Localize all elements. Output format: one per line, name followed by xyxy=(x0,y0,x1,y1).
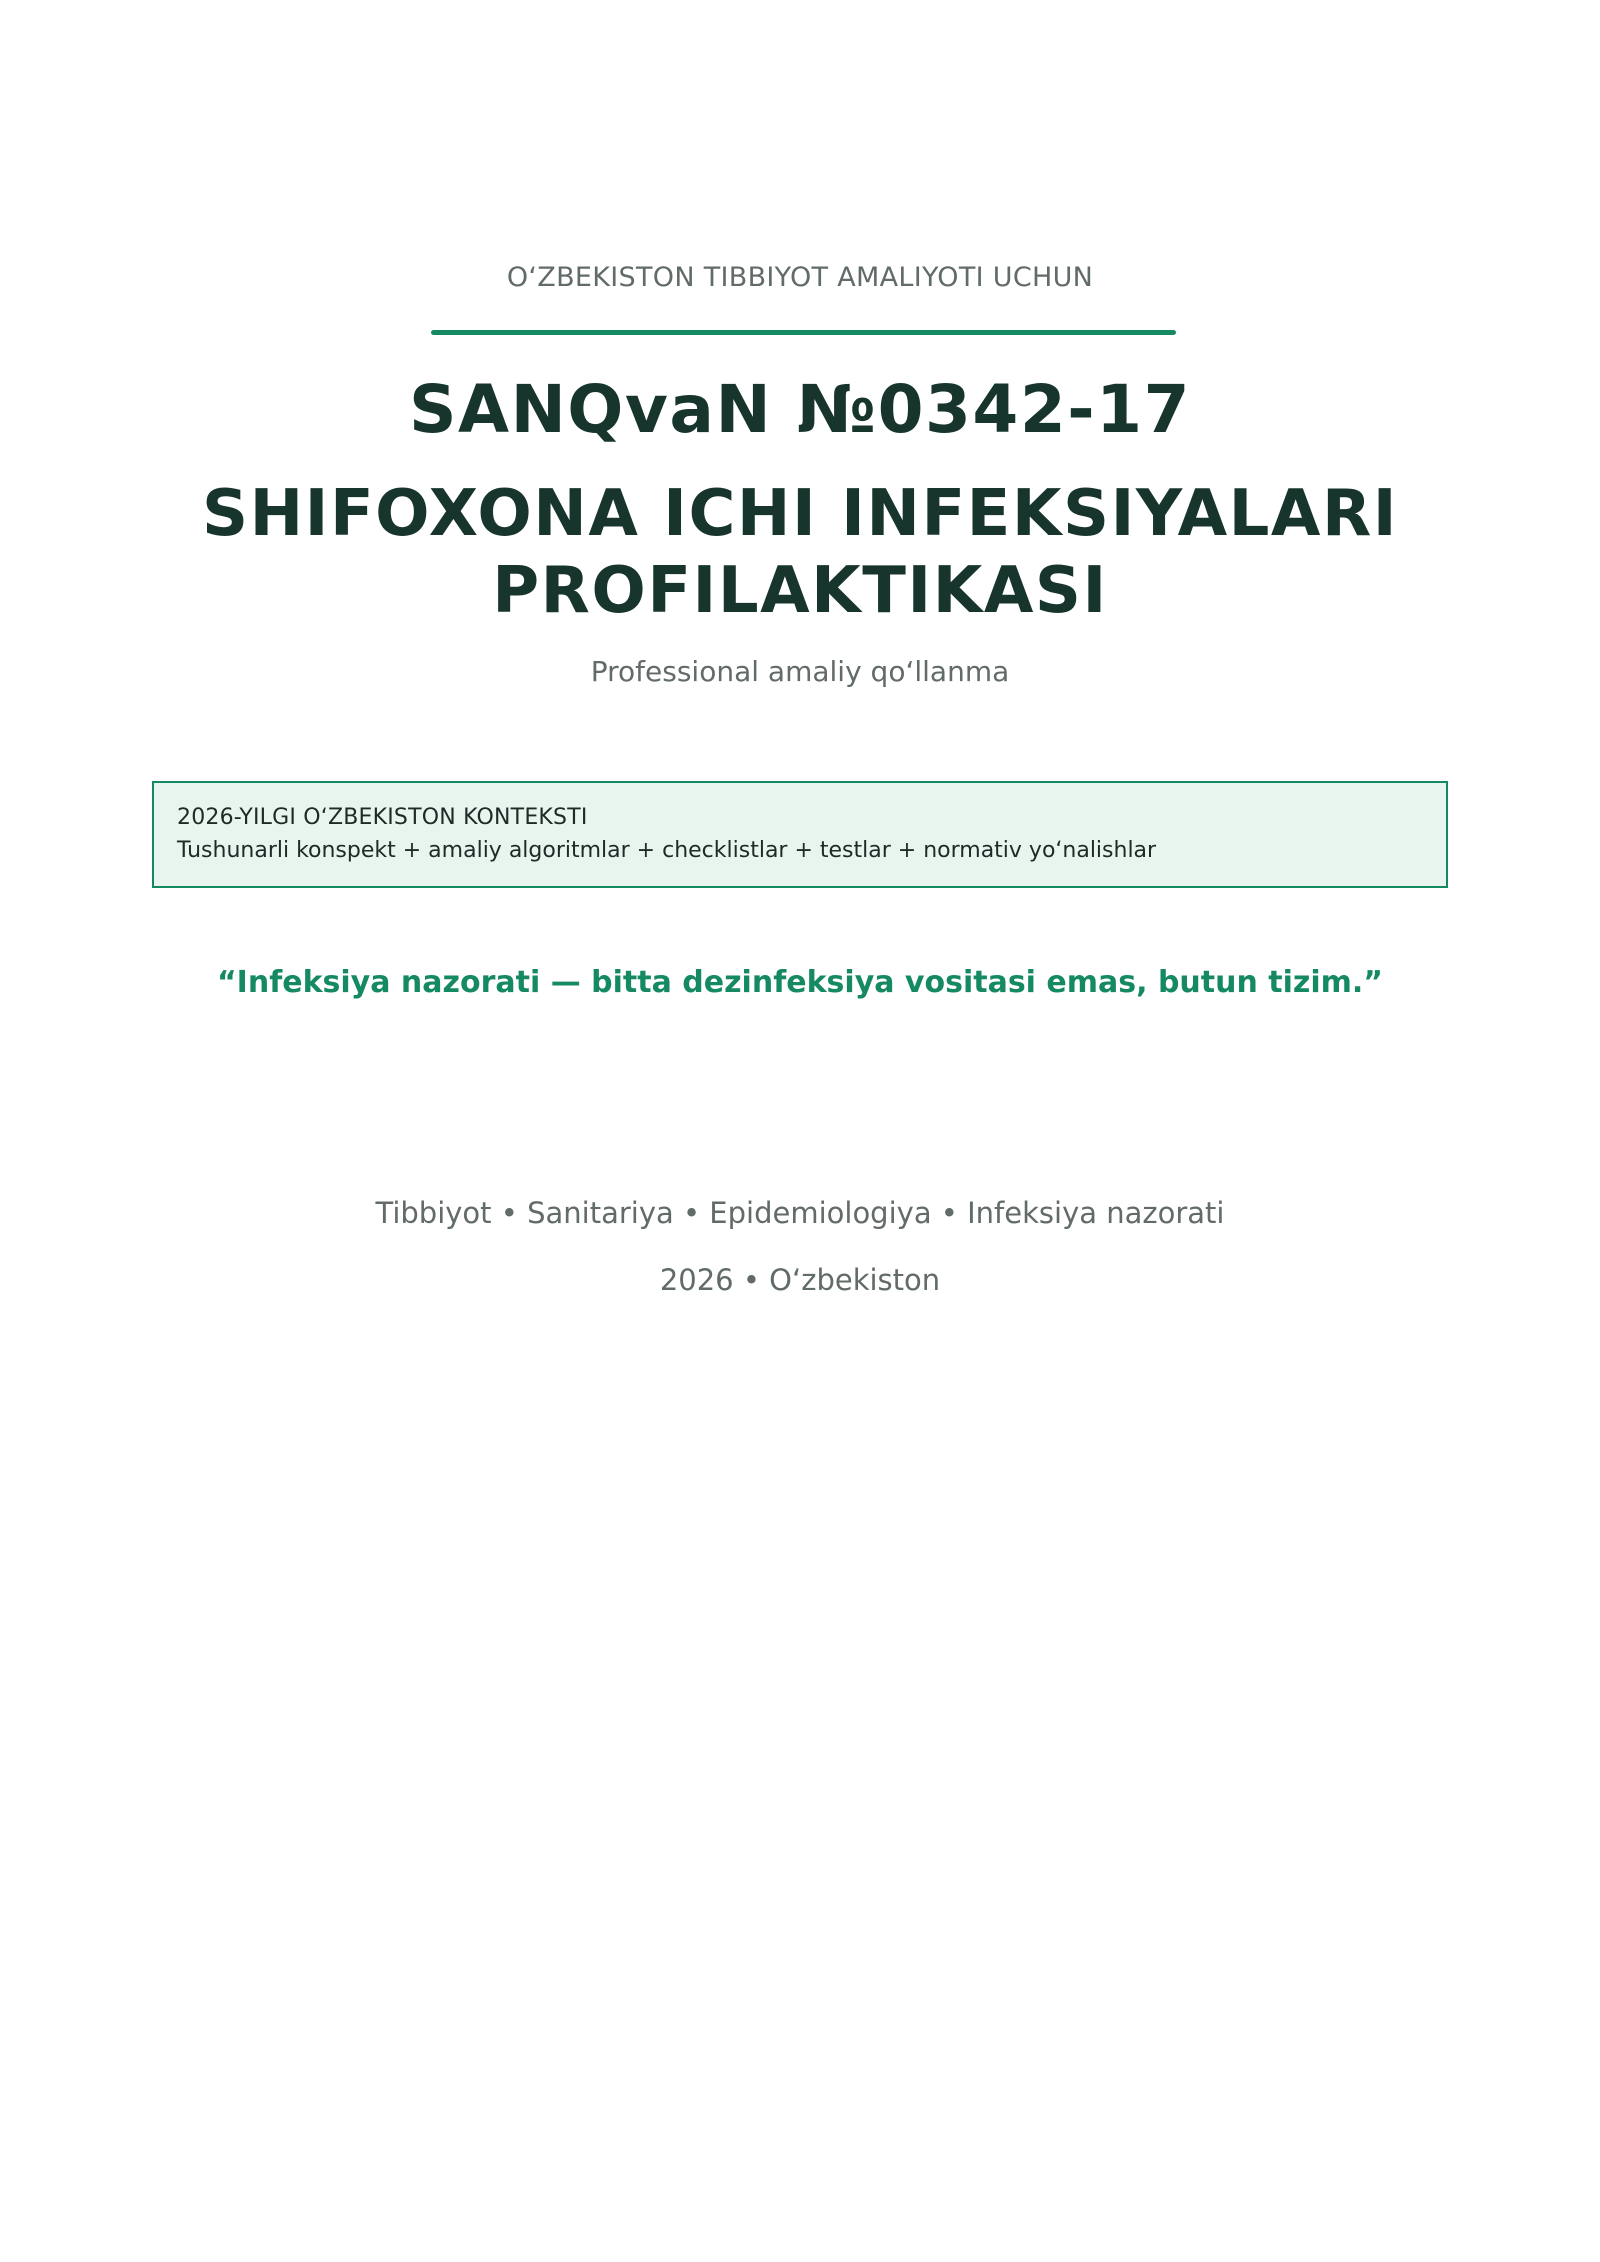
document-title-line-1: SHIFOXONA ICHI INFEKSIYALARI xyxy=(201,477,1399,551)
document-title xyxy=(150,476,1450,630)
cover-kicker: O‘ZBEKISTON TIBBIYOT AMALIYOTI UCHUN xyxy=(506,262,1094,293)
topics-line: Tibbiyot • Sanitariya • Epidemiologiya • Infeksiya nazorati xyxy=(375,1196,1225,1230)
highlight-quote: “Infeksiya nazorati — bitta dezinfeksiya vositasi emas, butun tizim.” xyxy=(216,965,1384,1000)
document-subtitle: Professional amaliy qo‘llanma xyxy=(590,655,1010,688)
document-number: SANQvaN №0342-17 xyxy=(408,371,1192,448)
document-title-line-2: PROFILAKTIKASI xyxy=(492,554,1108,628)
context-callout-box xyxy=(152,781,1448,888)
context-heading: 2026-YILGI O‘ZBEKISTON KONTEKSTI xyxy=(177,805,588,830)
context-description: Tushunarli konspekt + amaliy algoritmlar + checklistlar + testlar + normativ yo‘nalishlar xyxy=(177,838,1157,863)
year-and-place: 2026 • O‘zbekiston xyxy=(659,1263,941,1297)
accent-divider xyxy=(431,330,1176,335)
